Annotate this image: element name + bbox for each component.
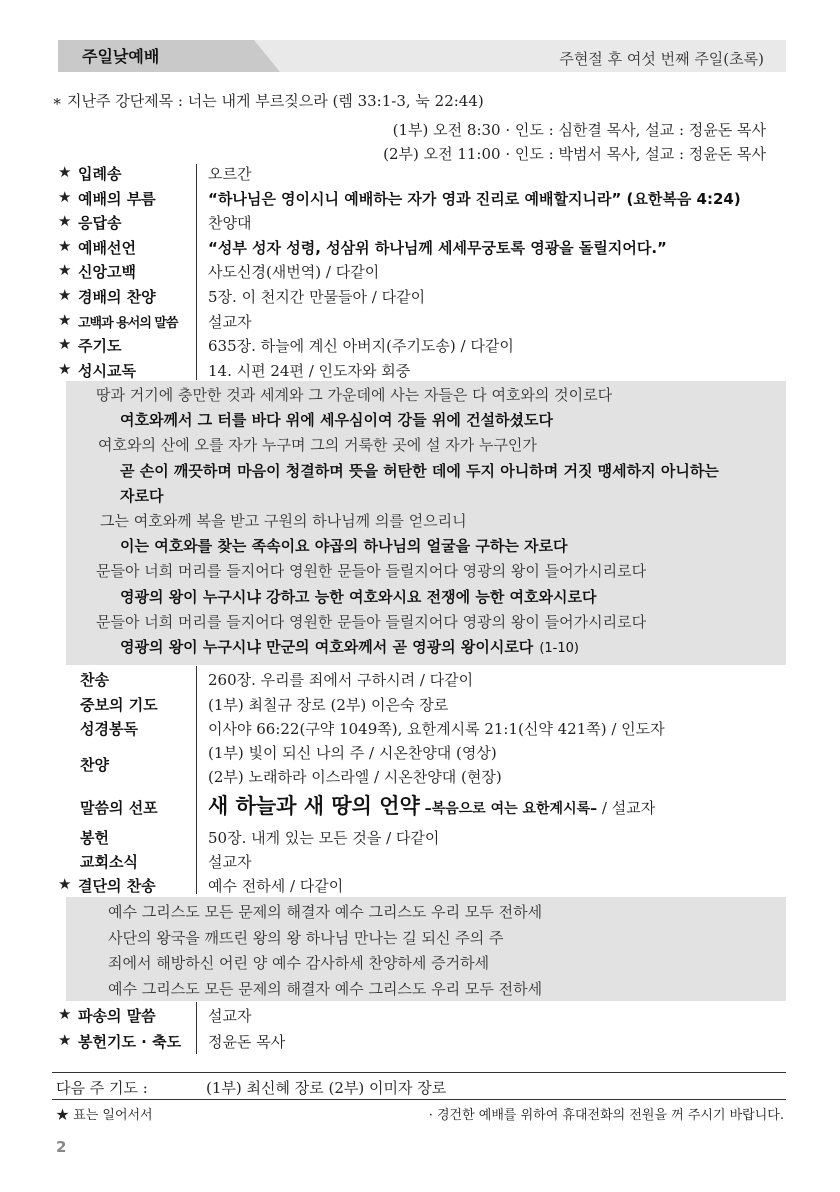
footer-rule-top <box>52 1072 786 1073</box>
psalm-text: 영광의 왕이 누구시냐 만군의 여호와께서 곧 영광의 왕이시로다 <box>120 638 534 656</box>
psalm-text: 영광의 왕이 누구시냐 강하고 능한 여호와시요 전쟁에 능한 여호와시로다 <box>120 588 597 606</box>
label-closing-hymn: 결단의 찬송 <box>78 877 156 895</box>
label-sermon: 말씀의 선포 <box>80 799 158 817</box>
lyric-line: 사단의 왕국을 깨뜨린 왕의 왕 하나님 만나는 길 되신 주의 주 <box>108 929 504 947</box>
order-label: 고백과 용서의 말씀 <box>78 316 178 331</box>
standing-star: ★ <box>58 261 72 279</box>
standing-star: ★ <box>58 163 72 181</box>
sermon-title: 새 하늘과 새 땅의 언약 <box>208 794 420 818</box>
psalm-text: 문들아 너희 머리를 들지어다 영원한 문들아 들릴지어다 영광의 왕이 들어가시리로다 <box>96 613 647 631</box>
psalm-line <box>120 636 579 657</box>
standing-star: ★ <box>58 1005 72 1023</box>
standing-star: ★ <box>58 875 72 893</box>
page-number: 2 <box>56 1138 67 1156</box>
psalm-line <box>120 586 596 607</box>
order-label: 주기도 <box>78 337 122 355</box>
psalm-reference: (1-10) <box>539 641 579 656</box>
value-closing-hymn: 예수 전하세 / 다같이 <box>208 877 344 895</box>
psalm-line <box>96 384 612 405</box>
psalm-text: 그는 여호와께 복을 받고 구원의 하나님께 의를 얻으리니 <box>100 512 467 530</box>
standing-star: ★ <box>58 286 72 304</box>
order-label: 경배의 찬양 <box>78 288 156 306</box>
psalm-line <box>120 485 163 506</box>
order-value: 오르간 <box>208 165 252 183</box>
value-choir-second: (2부) 노래하라 이스라엘 / 시온찬양대 (현장) <box>208 768 502 786</box>
label-reading: 성경봉독 <box>80 720 138 738</box>
last-week-sermon: ∗ 지난주 강단제목 : 너는 내게 부르짖으라 (렘 33:1-3, 눅 22:44) <box>52 92 484 110</box>
next-week-prayer: (1부) 최신혜 장로 (2부) 이미자 장로 <box>206 1079 447 1097</box>
psalm-line <box>100 510 467 531</box>
psalm-text: 여호와께서 그 터를 바다 위에 세우심이여 강들 위에 건설하셨도다 <box>120 411 554 429</box>
order-value: 설교자 <box>208 313 252 331</box>
psalm-line <box>96 560 646 581</box>
psalm-line <box>120 460 719 481</box>
psalm-text: 땅과 거기에 충만한 것과 세계와 그 가운데에 사는 자들은 다 여호와의 것이로다 <box>96 386 613 404</box>
order-label: 봉헌기도 · 축도 <box>78 1033 182 1051</box>
psalm-text: 자로다 <box>120 487 164 505</box>
order-label: 입례송 <box>78 165 122 183</box>
standing-star: ★ <box>58 188 72 206</box>
value-hymn: 260장. 우리를 죄에서 구하시려 / 다같이 <box>208 671 474 689</box>
standing-star: ★ <box>58 311 72 329</box>
order-label: 예배선언 <box>78 239 136 257</box>
value-choir-first: (1부) 빛이 되신 나의 주 / 시온찬양대 (영상) <box>208 744 497 762</box>
order-value: 14. 시편 24편 / 인도자와 회중 <box>208 362 411 380</box>
order-value: 5장. 이 천지간 만물들아 / 다같이 <box>208 288 426 306</box>
standing-note: ★ 표는 일어서서 <box>56 1108 153 1123</box>
label-hymn: 찬송 <box>80 671 109 689</box>
order-value: 설교자 <box>208 1007 252 1025</box>
standing-star: ★ <box>58 212 72 230</box>
order-value: 정윤돈 목사 <box>208 1033 286 1051</box>
order-label: 파송의 말씀 <box>78 1007 156 1025</box>
column-divider-bottom <box>196 1002 197 1054</box>
label-choir: 찬양 <box>80 756 109 774</box>
order-label: 신앙고백 <box>78 263 136 281</box>
column-divider-mid <box>196 666 197 894</box>
label-intercession: 중보의 기도 <box>80 696 158 714</box>
column-divider <box>196 164 197 380</box>
psalm-text: 여호와의 산에 오를 자가 누구며 그의 거룩한 곳에 설 자가 누구인가 <box>98 436 537 454</box>
psalm-text: 이는 여호와를 찾는 족속이요 야곱의 하나님의 얼굴을 구하는 자로다 <box>120 537 568 555</box>
psalm-line <box>120 409 553 430</box>
psalm-line <box>120 535 568 556</box>
phone-note: · 경건한 예배를 위하여 휴대전화의 전원을 꺼 주시기 바랍니다. <box>428 1108 784 1123</box>
standing-star: ★ <box>58 360 72 378</box>
standing-star: ★ <box>58 1031 72 1049</box>
value-church-news: 설교자 <box>208 853 252 871</box>
standing-star: ★ <box>58 237 72 255</box>
value-offering: 50장. 내게 있는 모든 것을 / 다같이 <box>208 829 440 847</box>
lyric-line: 죄에서 해방하신 어린 양 예수 감사하세 찬양하세 증거하세 <box>108 954 490 972</box>
service-first: (1부) 오전 8:30 · 인도 : 심한결 목사, 설교 : 정윤돈 목사 <box>392 121 766 139</box>
order-label: 예배의 부름 <box>78 190 156 208</box>
value-reading: 이사야 66:22(구약 1049쪽), 요한계시록 21:1(신약 421쪽) / 인도자 <box>208 720 665 738</box>
psalm-text: 문들아 너희 머리를 들지어다 영원한 문들아 들릴지어다 영광의 왕이 들어가시리로다 <box>96 562 647 580</box>
order-label: 응답송 <box>78 214 122 232</box>
lyric-line: 예수 그리스도 모든 문제의 해결자 예수 그리스도 우리 모두 전하세 <box>108 980 543 998</box>
order-value: “하나님은 영이시니 예배하는 자가 영과 진리로 예배할지니라” (요한복음 4:24) <box>208 190 741 208</box>
order-value: 찬양대 <box>208 214 252 232</box>
standing-star: ★ <box>58 335 72 353</box>
psalm-line <box>98 434 537 455</box>
service-second: (2부) 오전 11:00 · 인도 : 박범서 목사, 설교 : 정윤돈 목사 <box>383 145 766 163</box>
order-value: “성부 성자 성령, 성삼위 하나님께 세세무궁토록 영광을 돌릴지어다.” <box>208 239 667 257</box>
lyric-line: 예수 그리스도 모든 문제의 해결자 예수 그리스도 우리 모두 전하세 <box>108 903 543 921</box>
next-week-label: 다음 주 기도 : <box>56 1079 148 1097</box>
label-offering: 봉헌 <box>80 829 109 847</box>
sermon-subtitle: –복음으로 여는 요한계시록– <box>424 801 598 817</box>
sunday-subtitle: 주현절 후 여섯 번째 주일(초록) <box>559 50 764 68</box>
value-intercession: (1부) 최칠규 장로 (2부) 이은숙 장로 <box>208 696 449 714</box>
order-label: 성시교독 <box>78 362 136 380</box>
order-value: 635장. 하늘에 계신 아버지(주기도송) / 다같이 <box>208 337 514 355</box>
footer-rule-bottom <box>52 1099 786 1100</box>
section-title: 주일낮예배 <box>82 47 160 66</box>
label-church-news: 교회소식 <box>80 853 138 871</box>
psalm-text: 곧 손이 깨끗하며 마음이 청결하며 뜻을 허탄한 데에 두지 아니하며 거짓 맹세하지 아니하는 <box>120 462 719 480</box>
psalm-line <box>96 611 646 632</box>
order-value: 사도신경(새번역) / 다같이 <box>208 263 380 281</box>
sermon-line <box>208 790 655 820</box>
sermon-preacher: / 설교자 <box>601 799 656 817</box>
